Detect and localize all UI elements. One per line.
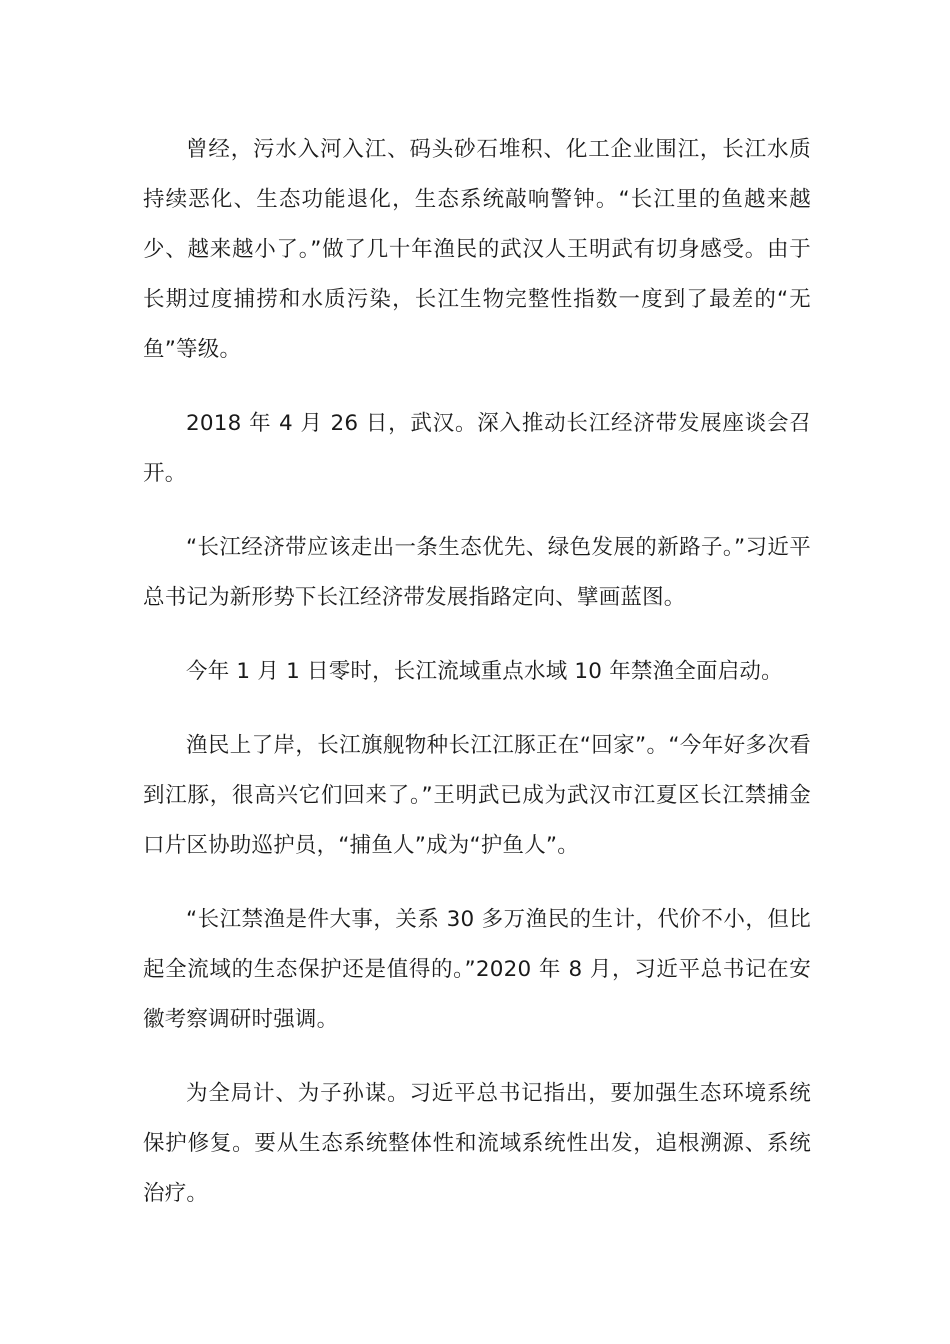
paragraph-7: 为全局计、为子孙谋。习近平总书记指出，要加强生态环境系统保护修复。要从生态系统整体性和流域系统性出发，追根溯源、系统治疗。 <box>143 1081 811 1206</box>
paragraph-4: 今年 1 月 1 日零时，长江流域重点水域 10 年禁渔全面启动。 <box>186 659 783 684</box>
paragraph-5: 渔民上了岸，长江旗舰物种长江江豚正在“回家”。“今年好多次看到江豚，很高兴它们回来了。”王明武已成为武汉市江夏区长江禁捕金口片区协助巡护员，“捕鱼人”成为“护鱼人”。 <box>143 733 811 858</box>
paragraph-3: “长江经济带应该走出一条生态优先、绿色发展的新路子。”习近平总书记为新形势下长江经济带发展指路定向、擘画蓝图。 <box>143 535 811 610</box>
paragraph-2: 2018 年 4 月 26 日，武汉。深入推动长江经济带发展座谈会召开。 <box>143 411 811 486</box>
document-page <box>143 125 811 1243</box>
paragraph-6: “长江禁渔是件大事，关系 30 多万渔民的生计，代价不小，但比起全流域的生态保护还是值得的。”2020 年 8 月，习近平总书记在安徽考察调研时强调。 <box>143 907 811 1032</box>
paragraph-1: 曾经，污水入河入江、码头砂石堆积、化工企业围江，长江水质持续恶化、生态功能退化，生态系统敲响警钟。“长江里的鱼越来越少、越来越小了。”做了几十年渔民的武汉人王明武有切身感受。由于长期过度捕捞和水质污染，长江生物完整性指数一度到了最差的“无鱼”等级。 <box>143 137 811 362</box>
